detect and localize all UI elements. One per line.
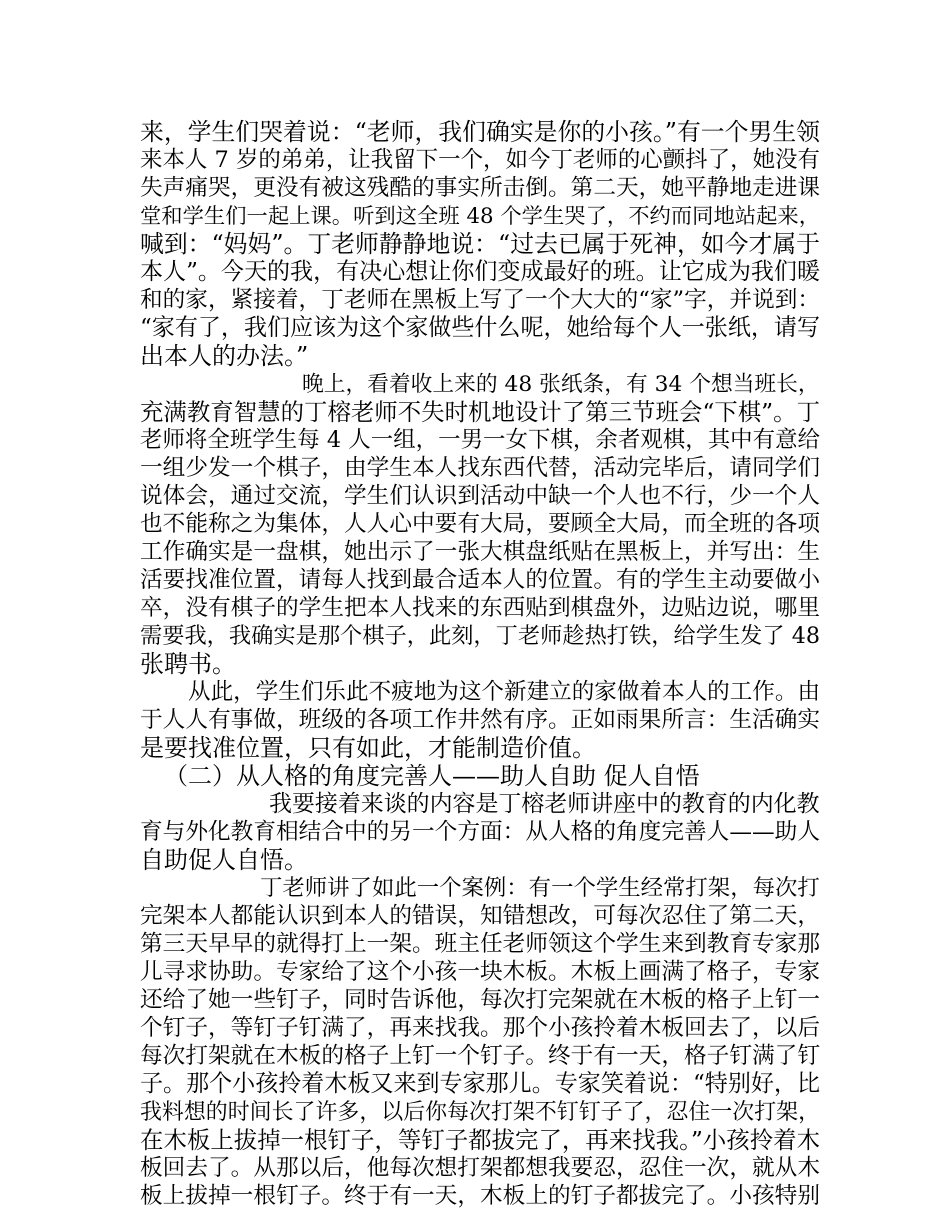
text-line: 出本人的办法。”	[140, 342, 309, 370]
text-line: 还给了她一些钉子，同时告诉他，每次打完架就在木板的格子上钉一	[140, 987, 820, 1013]
text-line: 堂和学生们一起上课。听到这全班 48 个学生哭了，不约而同地站起来，	[140, 204, 820, 229]
text-line: 子。那个小孩拎着木板又来到专家那儿。专家笑着说：“特别好，比	[140, 1071, 820, 1097]
text-line: 第三天早早的就得打上一架。班主任老师领这个学生来到教育专家那	[140, 931, 820, 957]
text-line: 老师将全班学生每 4 人一组，一男一女下棋，余者观棋，其中有意给	[140, 427, 820, 453]
text-line: 工作确实是一盘棋，她出示了一张大棋盘纸贴在黑板上，并写出：生	[140, 539, 820, 565]
paragraph-first-line: 丁老师讲了如此一个案例：有一个学生经常打架，每次打	[260, 875, 820, 901]
text-line: 我料想的时间长了许多，以后你每次打架不钉钉子了，忍住一次打架，	[140, 1100, 820, 1125]
text-line: 来，学生们哭着说：“老师，我们确实是你的小孩。”有一个男生领	[140, 118, 820, 146]
paragraph-first-line: 从此，学生们乐此不疲地为这个新建立的家做着本人的工作。由	[188, 679, 820, 705]
text-line: 在木板上拔掉一根钉子，等钉子都拔完了，再来找我。”小孩拎着木	[140, 1126, 820, 1154]
text-line: 喊到：“妈妈”。丁老师静静地说：“过去已属于死神，如今才属于	[140, 230, 820, 258]
text-line: 自助促人自悟。	[140, 846, 308, 874]
text-line: 卒，没有棋子的学生把本人找来的东西贴到棋盘外，边贴边说，哪里	[140, 595, 820, 621]
text-line: 育与外化教育相结合中的另一个方面：从人格的角度完善人——助人	[140, 819, 820, 845]
text-line: 一组少发一个棋子，由学生本人找东西代替，活动完毕后，请同学们	[140, 455, 820, 481]
text-line: 和的家，紧接着，丁老师在黑板上写了一个大大的“家”字，并说到：	[140, 287, 820, 313]
paragraph-first-line: 我要接着来谈的内容是丁榕老师讲座中的教育的内化教	[269, 791, 820, 817]
text-line: 于人人有事做，班级的各项工作井然有序。正如雨果所言：生活确实	[140, 707, 820, 733]
section-heading: （二）从人格的角度完善人——助人自助 促人自悟	[164, 762, 700, 790]
text-line: 也不能称之为集体，人人心中要有大局，要顾全大局，而全班的各项	[140, 511, 820, 537]
text-line: 是要找准位置，只有如此，才能制造价值。	[140, 734, 596, 762]
text-line: “家有了，我们应该为这个家做些什么呢，她给每个人一张纸，请写	[140, 315, 820, 341]
text-line: 张聘书。	[140, 650, 236, 678]
text-line: 说体会，通过交流，学生们认识到活动中缺一个人也不行，少一个人	[140, 483, 820, 509]
text-line: 充满教育智慧的丁榕老师不失时机地设计了第三节班会“下棋”。丁	[140, 398, 820, 426]
text-line: 需要我，我确实是那个棋子，此刻，丁老师趁热打铁，给学生发了 48	[140, 623, 820, 649]
text-line: 板上拔掉一根钉子。终于有一天，木板上的钉子都拔完了。小孩特别	[140, 1183, 820, 1209]
text-line: 来本人 7 岁的弟弟，让我留下一个，如今丁老师的心颤抖了，她没有	[140, 147, 820, 173]
text-line: 失声痛哭，更没有被这残酷的事实所击倒。第二天，她平静地走进课	[140, 175, 820, 201]
text-line: 儿寻求协助。专家给了这个小孩一块木板。木板上画满了格子，专家	[140, 959, 820, 985]
text-line: 本人”。今天的我，有决心想让你们变成最好的班。让它成为我们暖	[140, 259, 820, 285]
text-line: 个钉子，等钉子钉满了，再来找我。那个小孩拎着木板回去了，以后	[140, 1015, 820, 1041]
paragraph-first-line: 晚上，看着收上来的 48 张纸条，有 34 个想当班长，	[302, 372, 820, 397]
text-line: 板回去了。从那以后，他每次想打架都想我要忍，忍住一次，就从木	[140, 1155, 820, 1181]
text-line: 每次打架就在木板的格子上钉一个钉子。终于有一天，格子钉满了钉	[140, 1043, 820, 1069]
text-line: 完架本人都能认识到本人的错误，知错想改，可每次忍住了第二天，	[140, 903, 820, 929]
text-line: 活要找准位置，请每人找到最合适本人的位置。有的学生主动要做小	[140, 567, 820, 593]
